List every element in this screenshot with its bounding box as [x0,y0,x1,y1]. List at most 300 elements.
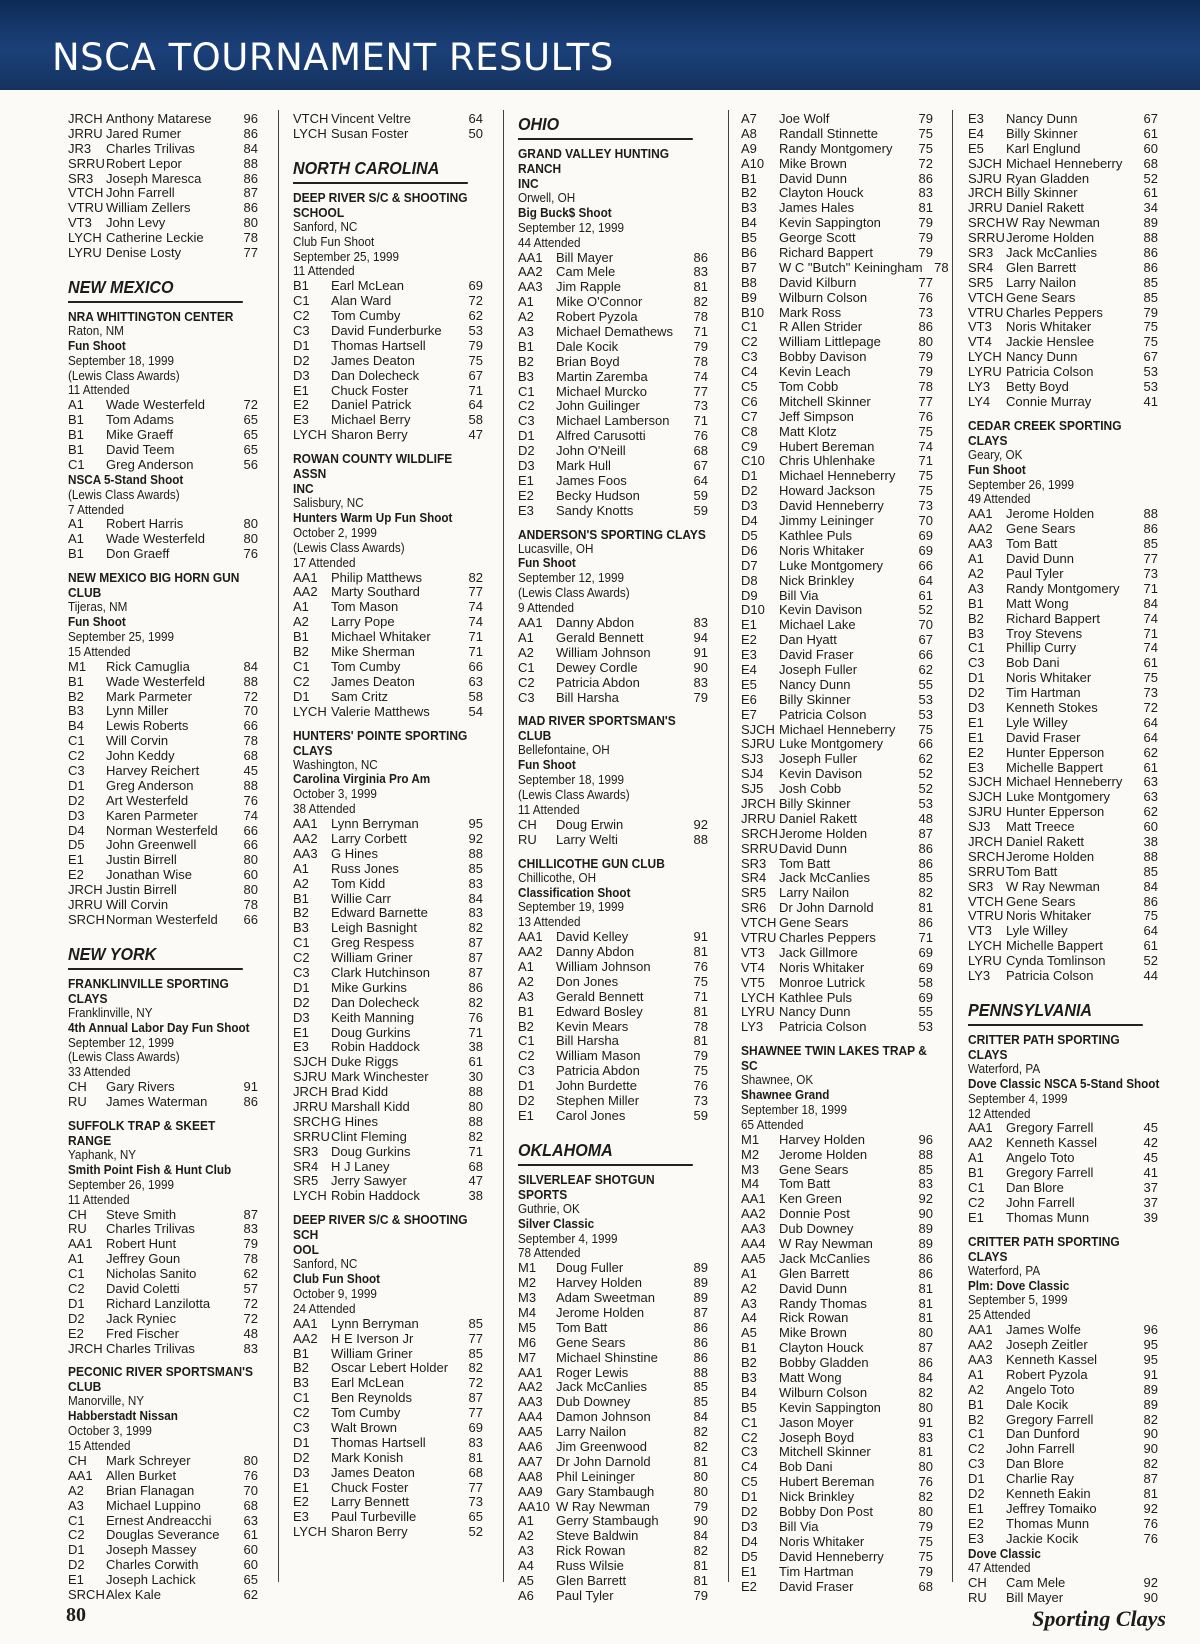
result-row [518,1321,708,1336]
score: 89 [693,1275,708,1291]
result-row [741,1490,933,1505]
class-code: A6 [518,1587,534,1603]
result-row [741,782,933,797]
class-code: E2 [968,1515,984,1531]
result-row [518,1336,708,1351]
score: 71 [918,453,933,469]
score: 88 [468,1113,483,1129]
shooter-name: Howard Jackson [779,483,876,499]
score: 71 [468,629,483,645]
result-row [741,469,933,484]
result-row [741,216,933,231]
class-code: AA6 [518,1439,543,1455]
score: 80 [918,334,933,350]
result-row [741,1341,933,1356]
club-block [68,1364,258,1602]
result-row [68,127,258,142]
class-code: D2 [68,1557,85,1573]
score: 61 [1143,759,1158,775]
club-block [518,713,708,847]
shooter-name: Jack Ryniec [106,1310,177,1326]
result-row [68,443,258,458]
event-title: Fun Shoot [968,461,1026,477]
class-code: VTCH [741,915,777,931]
score: 77 [693,383,708,399]
result-row [741,1505,933,1520]
event-date: September 12, 1999 [518,219,625,235]
class-code: A1 [968,1150,984,1166]
class-code: VT3 [968,319,992,335]
class-code: E1 [518,472,534,488]
class-code: B1 [68,442,84,458]
event-block [968,1547,1158,1607]
class-code: SR3 [293,1143,319,1159]
score: 88 [243,777,258,793]
club-name: CEDAR CREEK SPORTING CLAYS [968,417,1122,448]
event-block [68,339,258,473]
club-location: Orwell, OH [518,190,576,205]
class-code: E5 [968,140,984,156]
score: 78 [243,230,258,246]
score: 76 [693,958,708,974]
shooter-name: Chuck Foster [331,382,409,398]
result-row [741,380,933,395]
shooter-name: Nancy Dunn [779,1004,851,1020]
class-code: D2 [968,685,985,701]
shooter-name: Karen Parmeter [106,807,198,823]
class-code: D1 [518,1078,535,1094]
shooter-name: Nancy Dunn [779,676,851,692]
result-row [968,954,1158,969]
shooter-name: Lyle Willey [1006,714,1068,730]
class-code: C1 [293,293,310,309]
score: 81 [693,1033,708,1049]
score: 47 [468,1173,483,1189]
result-row [741,1192,933,1207]
shooter-name: James Waterman [106,1094,208,1110]
result-row [68,413,258,428]
shooter-name: James Wolfe [1006,1322,1081,1338]
result-row [68,157,258,172]
result-row [968,507,1158,522]
shooter-name: Sharon Berry [331,1524,408,1540]
result-row [68,1208,258,1223]
event-title: Club Fun Shoot [293,1271,381,1287]
class-code: B1 [293,1345,309,1361]
class-code: LYCH [968,938,1002,954]
event-date: October 9, 1999 [293,1286,377,1301]
result-row [741,231,933,246]
shooter-name: Gene Sears [1006,893,1076,909]
class-code: M2 [741,1146,760,1162]
result-row [968,1532,1158,1547]
event-title: Dove Classic NSCA 5-Stand Shoot [968,1075,1160,1091]
event-title: Plm: Dove Classic [968,1277,1070,1293]
shooter-name: Larry Nailon [779,885,850,901]
club-name: HUNTERS' POINTE SPORTING [293,727,468,743]
score: 78 [693,309,708,325]
result-row [518,646,708,661]
club-name: SILVERLEAF SHOTGUN SPORTS [518,1171,655,1202]
result-row [518,474,708,489]
event-title: Hunters Warm Up Fun Shoot [293,510,453,526]
event-date: September 25, 1999 [68,628,175,644]
shooter-name: David Kelley [556,929,629,945]
class-code: E1 [518,1107,534,1123]
event-note: 25 Attended [968,1307,1031,1323]
score: 86 [1143,893,1158,909]
shooter-name: Glen Barrett [556,1573,627,1589]
shooter-name: Joseph Maresca [106,170,202,186]
class-code: LYCH [293,125,327,141]
shooter-name: Will Corvin [106,733,169,749]
shooter-name: Glen Barrett [779,1265,850,1281]
shooter-name: Tom Kidd [331,875,386,891]
result-row [68,764,258,779]
shooter-name: Bill Harsha [556,1033,619,1049]
event-date: September 26, 1999 [968,476,1075,492]
result-row [518,960,708,975]
event-title: 4th Annual Labor Day Fun Shoot [68,1019,250,1035]
score: 82 [918,885,933,901]
class-code: E5 [741,676,757,692]
result-row [293,615,483,630]
score: 69 [918,527,933,543]
result-row [968,567,1158,582]
score: 89 [1143,1396,1158,1412]
score: 67 [693,458,708,474]
score: 87 [918,1340,933,1356]
result-row [968,582,1158,597]
class-code: SR4 [293,1158,319,1174]
score: 79 [918,245,933,261]
result-row [68,1095,258,1110]
class-code: C3 [518,1063,535,1079]
shooter-name: John Levy [106,215,166,231]
result-row [293,127,483,142]
result-row [741,1237,933,1252]
shooter-name: Luke Montgomery [1006,789,1111,805]
class-code: SR3 [968,878,994,894]
score: 62 [918,751,933,767]
event-title: Habberstadt Nissan [68,1408,178,1424]
score: 81 [693,1558,708,1574]
shooter-name: Bobby Don Post [779,1504,873,1520]
result-row [741,1460,933,1475]
score: 88 [243,155,258,171]
club-block [293,728,483,1205]
class-code: AA4 [741,1236,766,1252]
shooter-name: Michael Whitaker [331,629,431,645]
class-code: B1 [68,412,84,428]
result-row [518,1410,708,1425]
shooter-name: Jack McCanlies [1006,245,1098,261]
shooter-name: Gary Rivers [106,1079,175,1095]
class-code: A5 [741,1325,757,1341]
shooter-name: Cynda Tomlinson [1006,953,1106,969]
score: 83 [693,674,708,690]
result-row [68,517,258,532]
result-row [518,280,708,295]
class-code: C2 [293,1405,310,1421]
score: 74 [1143,610,1158,626]
result-row [741,499,933,514]
class-code: C3 [293,323,310,339]
club-name: MAD RIVER SPORTSMAN'S CLUB [518,713,676,744]
club-location: Waterford, PA [968,1262,1041,1278]
shooter-name: Russ Jones [331,860,399,876]
score: 77 [918,393,933,409]
class-code: A1 [518,1513,534,1529]
result-row [293,1466,483,1481]
class-code: VTRU [968,908,1004,924]
result-row [293,1510,483,1525]
class-code: AA3 [518,1394,543,1410]
result-row [518,1094,708,1109]
result-row [741,112,933,127]
result-row [68,883,258,898]
shooter-name: Mike O'Connor [556,294,643,310]
shooter-name: David Teem [106,442,175,458]
event-title: Fun Shoot [68,614,126,630]
score: 67 [468,367,483,383]
shooter-name: Ben Reynolds [331,1390,412,1406]
score: 79 [1143,304,1158,320]
score: 75 [918,1533,933,1549]
score: 68 [468,1158,483,1174]
class-code: E1 [741,617,757,633]
class-code: E2 [293,397,309,413]
result-row [968,716,1158,731]
class-code: B1 [68,427,84,443]
shooter-name: Betty Boyd [1006,379,1069,395]
event-block [518,886,708,1124]
score: 79 [693,1498,708,1514]
class-code: C1 [518,1033,535,1049]
score: 96 [1143,1322,1158,1338]
shooter-name: Angelo Toto [1006,1381,1075,1397]
class-code: A1 [518,294,534,310]
class-code: VTCH [968,289,1004,305]
score: 82 [1143,1456,1158,1472]
shooter-name: Wade Westerfeld [106,673,205,689]
score: 63 [1143,789,1158,805]
class-code: AA5 [518,1424,543,1440]
class-code: C2 [968,1194,985,1210]
shooter-name: Clayton Houck [779,1340,864,1356]
shooter-name: Clint Fleming [331,1128,407,1144]
class-code: A3 [518,324,534,340]
result-row [518,1020,708,1035]
score: 89 [693,1290,708,1306]
shooter-name: Jeffrey Goun [106,1251,181,1267]
shooter-name: Duke Riggs [331,1054,399,1070]
column-divider [503,110,504,1582]
score: 81 [693,1003,708,1019]
shooter-name: Connie Murray [1006,393,1092,409]
result-row [68,779,258,794]
shooter-name: David Fraser [779,1578,854,1594]
class-code: C1 [293,935,310,951]
result-row [68,1528,258,1543]
score: 84 [1143,878,1158,894]
class-code: JRCH [741,795,776,811]
score: 86 [1143,245,1158,261]
class-code: A1 [68,1251,84,1267]
result-row [518,340,708,355]
result-row [968,1211,1158,1226]
score: 83 [243,1221,258,1237]
result-row [293,1145,483,1160]
class-code: AA2 [518,1379,543,1395]
score: 79 [693,1587,708,1603]
result-row [68,1484,258,1499]
result-row [68,547,258,562]
shooter-name: Kathlee Puls [779,989,852,1005]
result-row [741,737,933,752]
shooter-name: Noris Whitaker [1006,908,1092,924]
score: 84 [468,890,483,906]
result-row [968,157,1158,172]
shooter-name: Earl McLean [331,278,404,294]
class-code: A2 [293,614,309,630]
score: 92 [1143,1575,1158,1591]
club-block [293,1212,483,1540]
class-code: E3 [518,502,534,518]
shooter-name: Jerome Holden [556,1305,645,1320]
event-note: 11 Attended [518,801,580,817]
class-code: SJRU [293,1069,327,1085]
shooter-name: R Allen Strider [779,319,863,335]
result-row [293,705,483,720]
class-code: B1 [968,1396,984,1412]
class-code: E4 [968,125,984,141]
result-row [518,1079,708,1094]
class-code: SR3 [968,245,994,261]
class-code: A1 [968,1366,984,1382]
score: 77 [1143,551,1158,567]
result-row [293,339,483,354]
shooter-name: Lyle Willey [1006,923,1068,939]
score: 80 [243,882,258,898]
result-row [68,1342,258,1357]
shooter-name: Susan Foster [331,125,409,141]
shooter-name: Catherine Leckie [106,230,204,246]
class-code: LY3 [741,1019,764,1035]
result-row [518,414,708,429]
shooter-name: Bob Dani [779,1459,833,1475]
event-block [68,473,258,562]
result-row [968,924,1158,939]
score: 71 [1143,625,1158,641]
result-row [68,1252,258,1267]
shooter-name: Anthony Matarese [106,111,212,126]
score: 66 [243,718,258,734]
class-code: D3 [518,458,535,474]
score: 62 [1143,804,1158,820]
score: 64 [1143,729,1158,745]
shooter-name: Chuck Foster [331,1479,409,1495]
class-code: AA1 [68,1236,93,1252]
result-row [293,690,483,705]
shooter-name: Donnie Post [779,1206,850,1222]
class-code: SRRU [968,230,1005,246]
result-row [741,1550,933,1565]
shooter-name: Dale Kocik [556,338,619,354]
score: 67 [1143,349,1158,365]
event-title: Smith Point Fish & Hunt Club [68,1161,232,1177]
shooter-name: Matt Klotz [779,423,837,439]
club-name: SHAWNEE TWIN LAKES TRAP & SC [741,1043,927,1074]
shooter-name: Larry Nailon [1006,274,1077,290]
score: 52 [918,602,933,618]
score: 69 [918,959,933,975]
club-name: CHILLICOTHE GUN CLUB [518,855,665,871]
event-title: Classification Shoot [518,884,631,900]
result-row [968,552,1158,567]
score: 80 [243,516,258,532]
class-code: E1 [741,1563,757,1579]
shooter-name: Noris Whitaker [779,959,865,975]
state-heading: NEW YORK [68,942,243,970]
title-banner [0,0,1200,90]
class-code: JRCH [68,1340,103,1356]
result-row [518,1395,708,1410]
result-row [293,428,483,443]
score: 77 [468,1479,483,1495]
class-code: SR5 [741,885,767,901]
score: 81 [693,1573,708,1589]
shooter-name: Bill Via [779,587,819,603]
shooter-name: Paul Tyler [556,1587,614,1603]
score: 73 [693,398,708,414]
class-code: E2 [741,1578,757,1594]
result-row [293,877,483,892]
results-column-5 [968,112,1158,1606]
score: 83 [693,264,708,280]
shooter-name: Michael Henneberry [779,468,896,484]
score: 96 [243,111,258,126]
score: 94 [693,629,708,645]
class-code: A1 [68,516,84,532]
score: 74 [243,807,258,823]
shooter-name: Robert Pyzola [556,309,638,325]
result-row [968,1121,1158,1136]
shooter-name: Clayton Houck [779,185,864,201]
shooter-name: David Fraser [1006,729,1081,745]
class-code: D1 [968,670,985,686]
result-row [293,571,483,586]
score: 91 [918,1414,933,1430]
club-name: CRITTER PATH SPORTING CLAYS [968,1233,1120,1264]
score: 52 [1143,953,1158,969]
shooter-name: Tim Hartman [1006,685,1081,701]
score: 82 [468,920,483,936]
shooter-name: Matt Treece [1006,819,1075,835]
result-row [293,1451,483,1466]
score: 85 [918,870,933,886]
class-code: C1 [968,640,985,656]
shooter-name: Gene Sears [556,1334,626,1350]
score: 87 [243,185,258,201]
class-code: E1 [68,852,84,868]
shooter-name: John Burdette [556,1078,637,1094]
class-code: LY3 [968,379,991,395]
club-location: Bellefontaine, OH [518,742,610,758]
shooter-name: Gene Sears [779,1161,849,1177]
event-date: October 3, 1999 [68,1423,152,1439]
shooter-name: Gene Sears [1006,521,1076,537]
